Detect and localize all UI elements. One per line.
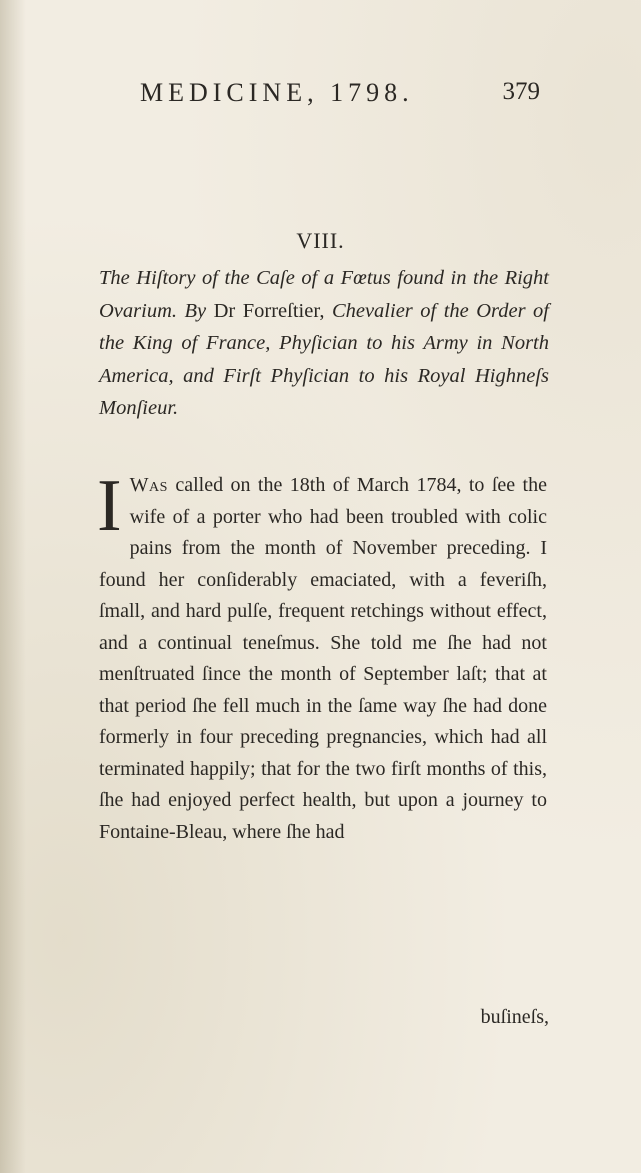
article-title-part1: The Hiſtory of the Caſe of a Fœtus found in the Right Ovarium. By: [99, 267, 549, 322]
drop-cap: I: [97, 465, 122, 547]
article-title: [99, 262, 549, 425]
binding-shadow: [0, 0, 26, 1173]
running-head-title: MEDICINE, 1798.: [140, 78, 414, 107]
body-paragraph: [97, 465, 547, 848]
article-author: Dr Forreſtier,: [213, 299, 325, 322]
body-text: called on the 18th of March 1784, to ſee the wife of a porter who had been troubled with colic pains from the month of November preceding. I found her conſiderably emaciated, with a feveriſh, ſmall, and hard pulſe, frequent retchings without effect, and a continual teneſmus. She told me ſhe had not menſtruated ſince the month of September laſt; that at that period ſhe fell much in the ſame way ſhe had done formerly in four preceding pregnancies, which had all terminated happily; that for the two firſt months of this, ſhe had enjoyed perfect health, but upon a journey to Fontaine-Bleau, where ſhe had: [99, 474, 547, 843]
catchword: buſineſs,: [480, 1006, 549, 1028]
page-number: 379: [502, 78, 540, 105]
running-head: [140, 78, 540, 118]
first-word: Was: [129, 474, 168, 496]
article-title-part2: Chevalier of the Order of the King of France, Phyſician to his Army in North America, and Firſt Phyſician to his Royal Highneſs Monſieur.: [99, 299, 549, 419]
section-number: VIII.: [296, 228, 345, 253]
